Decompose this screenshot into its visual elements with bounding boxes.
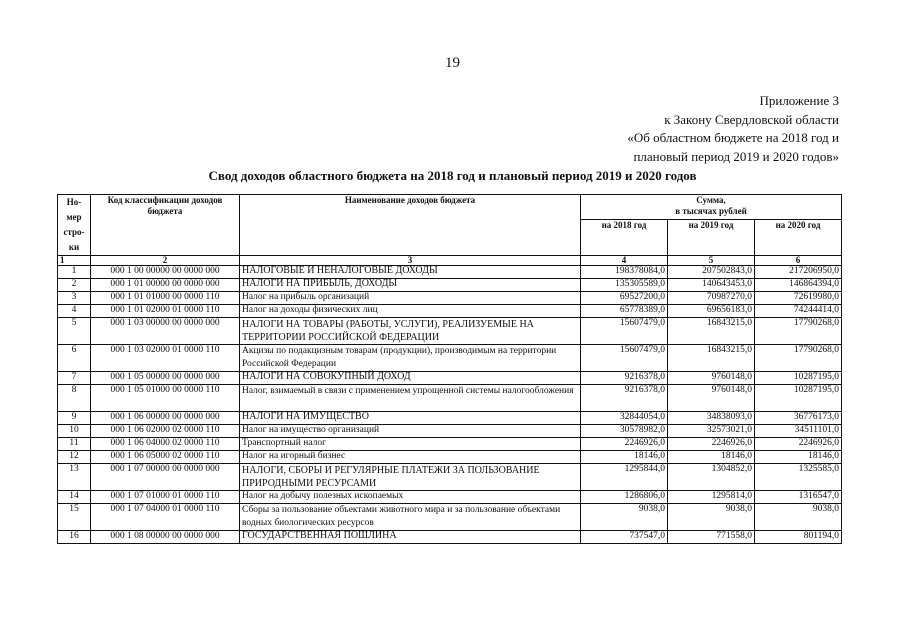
row-value-2019: 69656183,0 bbox=[668, 305, 755, 318]
row-value-2019: 771558,0 bbox=[668, 531, 755, 544]
row-code: 000 1 03 02000 01 0000 110 bbox=[91, 345, 240, 372]
column-index: 5 bbox=[668, 256, 755, 266]
row-name: НАЛОГИ НА ИМУЩЕСТВО bbox=[240, 412, 581, 425]
row-name: НАЛОГИ, СБОРЫ И РЕГУЛЯРНЫЕ ПЛАТЕЖИ ЗА ПОЛЬЗОВАНИЕ ПРИРОДНЫМИ РЕСУРСАМИ bbox=[240, 464, 581, 491]
row-code: 000 1 06 00000 00 0000 000 bbox=[91, 412, 240, 425]
revenue-table bbox=[57, 194, 842, 544]
row-value-2018: 9216378,0 bbox=[581, 372, 668, 385]
row-value-2018: 1295844,0 bbox=[581, 464, 668, 491]
row-number: 9 bbox=[58, 412, 91, 425]
row-number: 1 bbox=[58, 266, 91, 279]
table-row bbox=[58, 305, 842, 318]
page-number: 19 bbox=[445, 55, 460, 71]
row-name: НАЛОГИ НА СОВОКУПНЫЙ ДОХОД bbox=[240, 372, 581, 385]
row-value-2019: 16843215,0 bbox=[668, 345, 755, 372]
row-value-2020: 10287195,0 bbox=[755, 372, 842, 385]
row-value-2018: 15607479,0 bbox=[581, 345, 668, 372]
row-code: 000 1 07 00000 00 0000 000 bbox=[91, 464, 240, 491]
row-value-2019: 32573021,0 bbox=[668, 425, 755, 438]
row-number: 4 bbox=[58, 305, 91, 318]
row-code: 000 1 07 01000 01 0000 110 bbox=[91, 491, 240, 504]
row-value-2018: 9216378,0 bbox=[581, 385, 668, 412]
appendix-line: плановый период 2019 и 2020 годов» bbox=[633, 148, 839, 164]
row-value-2018: 135305589,0 bbox=[581, 279, 668, 292]
row-value-2018: 15607479,0 bbox=[581, 318, 668, 345]
row-name: Налог на доходы физических лиц bbox=[240, 305, 581, 318]
row-number: 8 bbox=[58, 385, 91, 412]
row-code: 000 1 00 00000 00 0000 000 bbox=[91, 266, 240, 279]
header-row-number: Но- мер стро- ки bbox=[58, 195, 91, 256]
row-value-2020: 10287195,0 bbox=[755, 385, 842, 412]
header-year-2020: на 2020 год bbox=[755, 220, 842, 256]
header-year-2018: на 2018 год bbox=[581, 220, 668, 256]
row-value-2019: 1304852,0 bbox=[668, 464, 755, 491]
row-value-2020: 72619980,0 bbox=[755, 292, 842, 305]
row-value-2020: 36776173,0 bbox=[755, 412, 842, 425]
row-number: 15 bbox=[58, 504, 91, 531]
table-row bbox=[58, 491, 842, 504]
row-code: 000 1 01 02000 01 0000 110 bbox=[91, 305, 240, 318]
row-value-2018: 32844054,0 bbox=[581, 412, 668, 425]
column-index: 2 bbox=[91, 256, 240, 266]
table-row bbox=[58, 425, 842, 438]
row-value-2020: 2246926,0 bbox=[755, 438, 842, 451]
row-code: 000 1 01 00000 00 0000 000 bbox=[91, 279, 240, 292]
table-row bbox=[58, 451, 842, 464]
table-body bbox=[58, 266, 842, 544]
row-number: 5 bbox=[58, 318, 91, 345]
row-name: Сборы за пользование объектами животного мира и за пользование объектами водных биологических ресурсов bbox=[240, 504, 581, 531]
column-index: 1 bbox=[58, 256, 91, 266]
row-name: НАЛОГИ НА ПРИБЫЛЬ, ДОХОДЫ bbox=[240, 279, 581, 292]
row-number: 6 bbox=[58, 345, 91, 372]
row-number: 2 bbox=[58, 279, 91, 292]
row-code: 000 1 06 05000 02 0000 110 bbox=[91, 451, 240, 464]
row-code: 000 1 06 02000 02 0000 110 bbox=[91, 425, 240, 438]
column-index: 3 bbox=[240, 256, 581, 266]
table-row bbox=[58, 464, 842, 491]
appendix-line: «Об областном бюджете на 2018 год и bbox=[627, 130, 839, 145]
row-value-2019: 18146,0 bbox=[668, 451, 755, 464]
row-name: ГОСУДАРСТВЕННАЯ ПОШЛИНА bbox=[240, 531, 581, 544]
row-name: Транспортный налог bbox=[240, 438, 581, 451]
row-value-2019: 1295814,0 bbox=[668, 491, 755, 504]
row-value-2019: 9760148,0 bbox=[668, 372, 755, 385]
row-value-2020: 17790268,0 bbox=[755, 318, 842, 345]
row-number: 16 bbox=[58, 531, 91, 544]
header-sum: Сумма, в тысячах рублей bbox=[581, 195, 842, 220]
row-name: НАЛОГОВЫЕ И НЕНАЛОГОВЫЕ ДОХОДЫ bbox=[240, 266, 581, 279]
header-year-2019: на 2019 год bbox=[668, 220, 755, 256]
column-index: 6 bbox=[755, 256, 842, 266]
row-value-2019: 207502843,0 bbox=[668, 266, 755, 279]
row-code: 000 1 05 01000 00 0000 110 bbox=[91, 385, 240, 412]
appendix-line: к Закону Свердловской области bbox=[664, 111, 839, 127]
row-value-2018: 69527200,0 bbox=[581, 292, 668, 305]
row-value-2019: 70987270,0 bbox=[668, 292, 755, 305]
table-row bbox=[58, 372, 842, 385]
row-value-2020: 217206950,0 bbox=[755, 266, 842, 279]
row-name: Налог на прибыль организаций bbox=[240, 292, 581, 305]
row-code: 000 1 08 00000 00 0000 000 bbox=[91, 531, 240, 544]
document-title: Свод доходов областного бюджета на 2018 год и плановый период 2019 и 2020 годов bbox=[208, 168, 697, 183]
table-row bbox=[58, 266, 842, 279]
table-row bbox=[58, 318, 842, 345]
row-name: Налог на добычу полезных ископаемых bbox=[240, 491, 581, 504]
row-code: 000 1 05 00000 00 0000 000 bbox=[91, 372, 240, 385]
table-row bbox=[58, 279, 842, 292]
row-name: НАЛОГИ НА ТОВАРЫ (РАБОТЫ, УСЛУГИ), РЕАЛИЗУЕМЫЕ НА ТЕРРИТОРИИ РОССИЙСКОЙ ФЕДЕРАЦИИ bbox=[240, 318, 581, 345]
table-row bbox=[58, 385, 842, 412]
row-value-2020: 17790268,0 bbox=[755, 345, 842, 372]
row-value-2019: 9038,0 bbox=[668, 504, 755, 531]
row-number: 13 bbox=[58, 464, 91, 491]
row-value-2018: 2246926,0 bbox=[581, 438, 668, 451]
row-value-2019: 9760148,0 bbox=[668, 385, 755, 412]
header-name: Наименование доходов бюджета bbox=[240, 195, 581, 256]
row-value-2020: 1325585,0 bbox=[755, 464, 842, 491]
row-code: 000 1 01 01000 00 0000 110 bbox=[91, 292, 240, 305]
row-number: 14 bbox=[58, 491, 91, 504]
row-value-2018: 30578982,0 bbox=[581, 425, 668, 438]
row-number: 12 bbox=[58, 451, 91, 464]
appendix-note bbox=[627, 92, 839, 166]
row-value-2020: 34511101,0 bbox=[755, 425, 842, 438]
table-row bbox=[58, 504, 842, 531]
row-name: Налог на игорный бизнес bbox=[240, 451, 581, 464]
table-row bbox=[58, 345, 842, 372]
table-row bbox=[58, 412, 842, 425]
appendix-line: Приложение 3 bbox=[759, 93, 839, 108]
table-row bbox=[58, 438, 842, 451]
column-index: 4 bbox=[581, 256, 668, 266]
row-code: 000 1 03 00000 00 0000 000 bbox=[91, 318, 240, 345]
row-code: 000 1 07 04000 01 0000 110 bbox=[91, 504, 240, 531]
row-number: 7 bbox=[58, 372, 91, 385]
row-value-2020: 18146,0 bbox=[755, 451, 842, 464]
row-number: 10 bbox=[58, 425, 91, 438]
row-number: 3 bbox=[58, 292, 91, 305]
row-name: Налог на имущество организаций bbox=[240, 425, 581, 438]
row-value-2020: 146864394,0 bbox=[755, 279, 842, 292]
column-index-row bbox=[58, 256, 842, 266]
row-value-2019: 140643453,0 bbox=[668, 279, 755, 292]
table-row bbox=[58, 531, 842, 544]
row-value-2018: 65778389,0 bbox=[581, 305, 668, 318]
row-value-2018: 9038,0 bbox=[581, 504, 668, 531]
row-value-2019: 34838093,0 bbox=[668, 412, 755, 425]
row-number: 11 bbox=[58, 438, 91, 451]
row-value-2020: 1316547,0 bbox=[755, 491, 842, 504]
row-name: Акцизы по подакцизным товарам (продукции), производимым на территории Российской Федерации bbox=[240, 345, 581, 372]
header-code: Код классификации доходов бюджета bbox=[91, 195, 240, 256]
row-value-2020: 74244414,0 bbox=[755, 305, 842, 318]
row-value-2020: 801194,0 bbox=[755, 531, 842, 544]
row-value-2019: 16843215,0 bbox=[668, 318, 755, 345]
table-row bbox=[58, 292, 842, 305]
row-value-2018: 737547,0 bbox=[581, 531, 668, 544]
row-value-2018: 1286806,0 bbox=[581, 491, 668, 504]
row-value-2020: 9038,0 bbox=[755, 504, 842, 531]
row-code: 000 1 06 04000 02 0000 110 bbox=[91, 438, 240, 451]
row-value-2018: 18146,0 bbox=[581, 451, 668, 464]
row-value-2018: 198378084,0 bbox=[581, 266, 668, 279]
row-name: Налог, взимаемый в связи с применением упрощенной системы налогообложения bbox=[240, 385, 581, 412]
row-value-2019: 2246926,0 bbox=[668, 438, 755, 451]
